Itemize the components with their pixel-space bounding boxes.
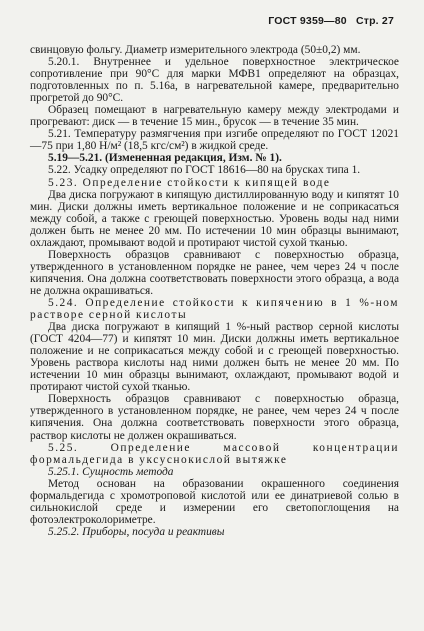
- document-body: [30, 44, 399, 538]
- paragraph: 5.25. Определение массовой концентрации формальдегида в уксуснокислой вытяжке: [30, 441, 399, 466]
- page-number: Стр. 27: [355, 15, 394, 27]
- paragraph: Два диска погружают в кипящий 1 %-ный раствор серной кислоты (ГОСТ 4204—77) и кипятят 10 мин. Диски должны иметь вертикальное положение и не соприкасаться между собой и с греющей поверхностью. Уровень раствора кислоты над ними должен быть не менее 20 мм. По истечении 10 мин образцы вынимают, охлаждают, промывают водой и протирают чистой сухой тканью.: [30, 321, 399, 394]
- paragraph: 5.23. Определение стойкости к кипящей воде: [48, 176, 331, 189]
- paragraph: 5.20.1. Внутреннее и удельное поверхностное электрическое сопротивление при 90°С для марки МФВ1 определяют на образцах, подготовленных по п. 5.16а, в нагревательной камере, предварительно прогретой до 90°С.: [30, 56, 399, 105]
- standard-number: ГОСТ 9359—80: [268, 15, 347, 27]
- paragraph: Поверхность образцов сравнивают с поверхностью образца, утвержденного в установленном порядке, не ранее, чем через 24 ч после кипячения. Она должна соответствовать поверхности этого образца, раствор кислоты не должен окрашиваться.: [30, 393, 399, 442]
- paragraph: 5.22. Усадку определяют по ГОСТ 18616—80 на брусках типа 1.: [48, 164, 361, 177]
- paragraph: Поверхность образцов сравнивают с поверхностью образца, утвержденного в установленном порядке не ранее, чем через 24 ч после кипячения. Она должна соответствовать поверхности этого образца, а вода не должна окрашиваться.: [30, 248, 399, 297]
- paragraph: 5.25.1. Сущность метода: [48, 465, 174, 478]
- paragraph: свинцовую фольгу. Диаметр измерительного электрода (50±0,2) мм.: [30, 44, 361, 56]
- paragraph: Образец помещают в нагревательную камеру между электродами и прогревают: диск — в течение 15 мин., брусок — в течение 35 мин.: [30, 104, 399, 129]
- paragraph: 5.21. Температуру размягчения при изгибе определяют по ГОСТ 12021—75 при 1,80 Н/м² (18,5 кгс/см²) в жидкой среде.: [30, 128, 399, 153]
- page-header: [262, 15, 394, 27]
- paragraph: 5.25.2. Приборы, посуда и реактивы: [48, 525, 225, 538]
- paragraph: 5.24. Определение стойкости к кипячению в 1 %-ном растворе серной кислоты: [30, 296, 399, 322]
- paragraph: Метод основан на образовании окрашенного соединения формальдегида с хромотроповой кислотой или ее динатриевой солью в сильнокислой среде и измерении его светопоглощения на фотоэлектроколориметре.: [30, 477, 399, 526]
- paragraph: 5.19—5.21. (Измененная редакция, Изм. № 1).: [48, 152, 282, 165]
- paragraph: Два диска погружают в кипящую дистиллированную воду и кипятят 10 мин. Диски должны иметь вертикальное положение и не соприкасаться между собой, а также с греющей поверхностью. Уровень воды над ними должен быть не менее 20 мм. По истечении 10 мин образцы вынимают, охлаждают, промывают водой и протирают чистой сухой тканью.: [30, 188, 399, 249]
